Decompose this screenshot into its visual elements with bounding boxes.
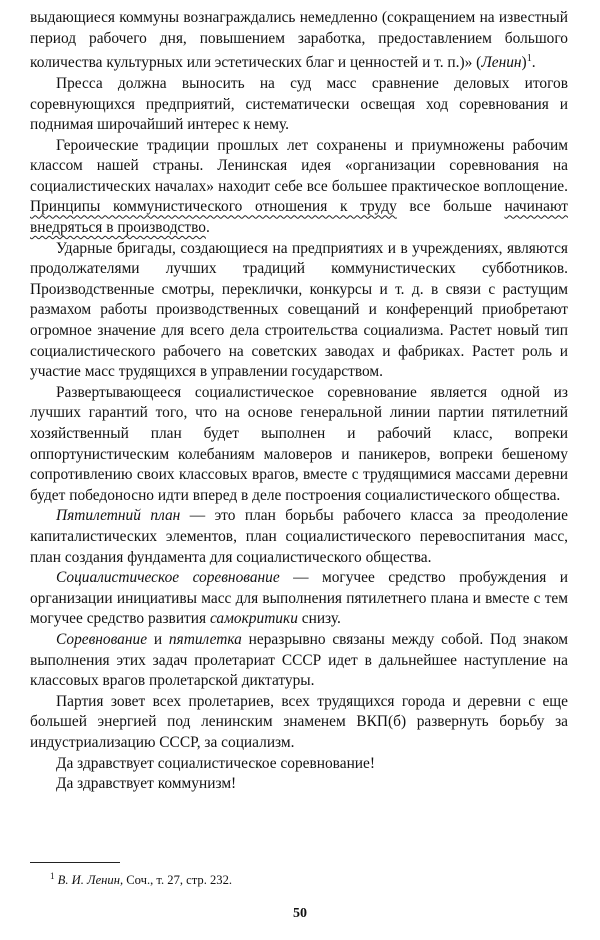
footnote-marker: 1: [50, 871, 55, 881]
text-run: и: [147, 630, 169, 648]
text-run: Социалистическое соревнование: [56, 569, 280, 587]
text-run: Пресса должна выносить на суд масс сравнение деловых итогов соревнующихся предприятий, систематически освещая ход соревнования и поднимая широчайший интерес к нему.: [30, 74, 568, 134]
text-run: .: [205, 219, 210, 237]
paragraph: [30, 8, 568, 74]
text-run: Да здравствует коммунизм!: [56, 775, 237, 793]
footnote-divider: [30, 862, 120, 863]
main-text: [30, 8, 568, 795]
text-run: самокритики: [209, 610, 298, 628]
text-run: начинают внедряться в производство: [30, 198, 568, 237]
text-run: Да здравствует социалистическое соревнование!: [56, 754, 376, 772]
text-run: Ленин: [481, 54, 522, 72]
footnote-text: Соч., т. 27, стр. 232.: [126, 873, 233, 888]
text-run: Соревнование: [56, 630, 148, 648]
text-run: Пятилетний план: [56, 507, 181, 525]
paragraph: [30, 383, 568, 507]
paragraph: [30, 630, 568, 692]
footnote-author: В. И. Ленин,: [57, 873, 124, 888]
text-run: Партия зовет всех пролетариев, всех трудящихся города и деревни с еще большей энергией под ленинским знаменем ВКП(б) развернуть борьбу за индустриализацию СССР, за социализм.: [30, 692, 568, 751]
paragraph: [30, 74, 568, 136]
text-run: выдающиеся коммуны вознаграждались немедленно (сокращением на известный период рабочего дня, повышением заработка, предоставлением большого количества культурных или эстетических благ и ценностей и т. п.)» (: [30, 9, 568, 72]
paragraph: [30, 568, 568, 630]
text-run: Ударные бригады, создающиеся на предприятиях и в учреждениях, являются продолжателями лучших традиций коммунистических субботников. Производственные смотры, переклички, конкурсы и т. д. в связи с растущим размахом работы производственных совещаний и конференций приобретают огромное значение для всего дела строительства социализма. Растет новый тип социалистического рабочего на советских заводах и фабриках. Растет роль и участие масс трудящихся в управлении государством.: [30, 239, 568, 381]
footnote: [50, 868, 232, 888]
paragraph: [30, 506, 568, 568]
text-run: неразрывно связаны между собой. Под знаком выполнения этих задач пролетариат СССР идет в дальнейшее наступление на классовых врагов пролетарской диктатуры.: [30, 630, 568, 690]
text-run: все больше: [396, 198, 505, 216]
text-run: 1: [526, 53, 532, 65]
paragraph: [30, 774, 568, 795]
text-run: Принципы коммунистического отношения к труду: [30, 198, 397, 216]
text-run: снизу.: [297, 610, 341, 628]
text-run: .: [531, 54, 536, 72]
paragraph: [30, 239, 568, 383]
paragraph: [30, 136, 568, 239]
text-run: ): [521, 54, 527, 72]
text-run: пятилетка: [168, 630, 242, 648]
text-run: Героические традиции прошлых лет сохранены и приумножены рабочим классом нашей страны. Ленинская идея «организации соревнования на социалистических началах» находит себе все большее практическое воплощение.: [30, 136, 568, 195]
text-run: — могучее средство пробуждения и организации инициативы масс для выполнения пятилетнего плана и вместе с тем могучее средство развития: [30, 569, 568, 628]
text-run: Развертывающееся социалистическое соревнование является одной из лучших гарантий того, что на основе генеральной линии партии пятилетний хозяйственный план будет выполнен и рабочий класс, вопреки оппортунистическим колебаниям маловеров и паникеров, вопреки бешеному сопротивлению своих классовых врагов, вместе с трудящимися массами деревни будет победоносно идти вперед в деле построения социалистического общества.: [30, 383, 568, 504]
text-run: — это план борьбы рабочего класса за преодоление капиталистических элементов, план социалистического перевоспитания масс, план создания фундамента для социалистического общества.: [30, 507, 568, 566]
paragraph: [30, 754, 568, 775]
paragraph: [30, 692, 568, 754]
page-number: 50: [293, 906, 307, 921]
